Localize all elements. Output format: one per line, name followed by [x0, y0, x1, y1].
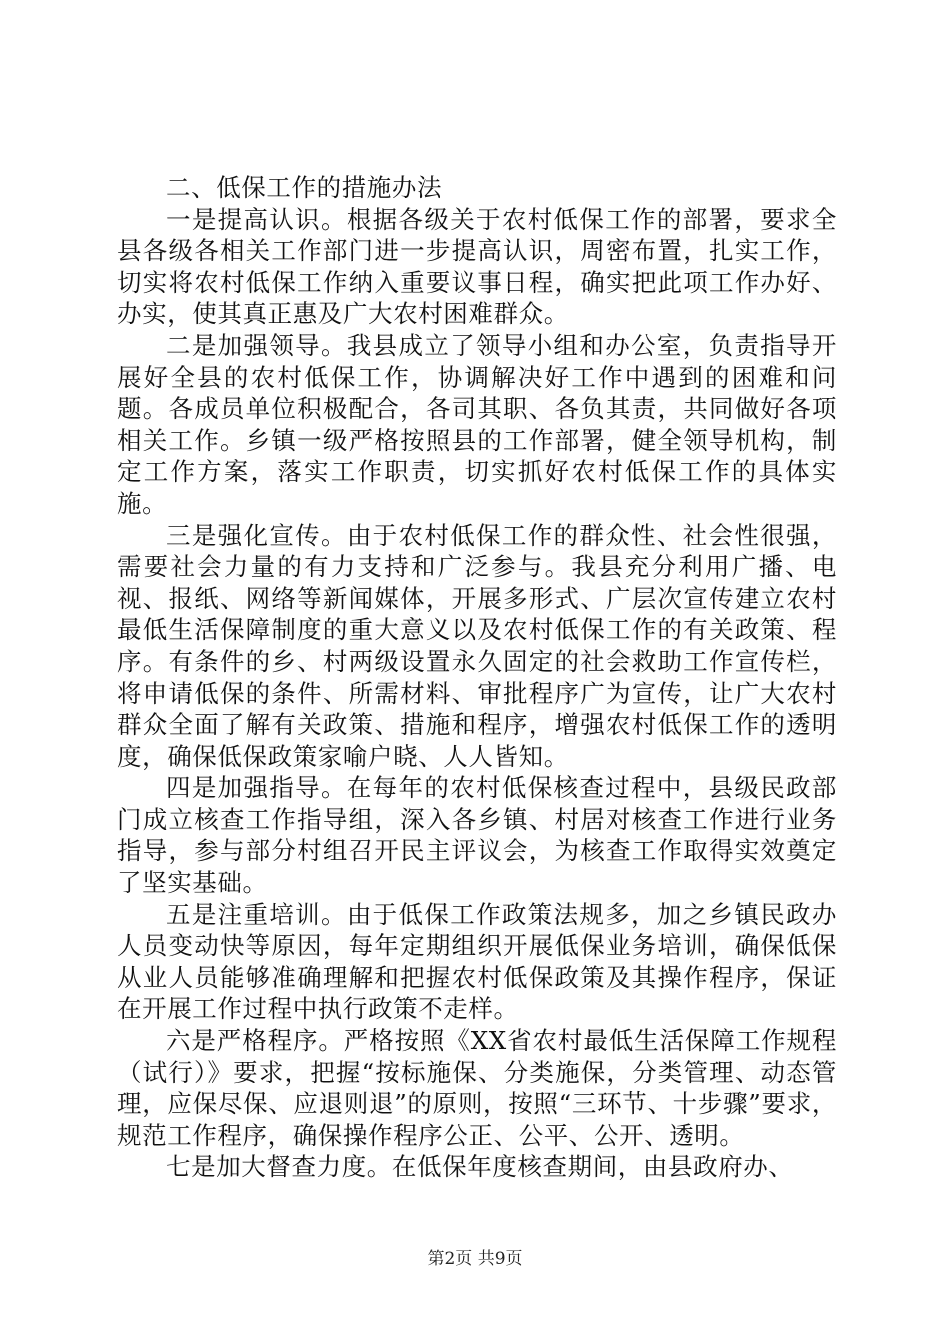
paragraph-5: 五是注重培训。由于低保工作政策法规多，加之乡镇民政办人员变动快等原因，每年定期组织开展低保业务培训，确保低保从业人员能够准确理解和把握农村低保政策及其操作程序，保证在开展工作过程中执行政策不走样。 [117, 899, 837, 1024]
paragraph-3: 三是强化宣传。由于农村低保工作的群众性、社会性很强，需要社会力量的有力支持和广泛参与。我县充分利用广播、电视、报纸、网络等新闻媒体，开展多形式、广层次宣传建立农村最低生活保障制度的重大意义以及农村低保工作的有关政策、程序。有条件的乡、村两级设置永久固定的社会救助工作宣传栏，将申请低保的条件、所需材料、审批程序广为宣传，让广大农村群众全面了解有关政策、措施和程序，增强农村低保工作的透明度，确保低保政策家喻户晓、人人皆知。 [117, 520, 837, 771]
section-heading: 二、低保工作的措施办法 [166, 173, 443, 202]
paragraph-7: 七是加大督查力度。在低保年度核查期间，由县政府办、 [166, 1152, 794, 1182]
paragraph-4: 四是加强指导。在每年的农村低保核查过程中，县级民政部门成立核查工作指导组，深入各乡镇、村居对核查工作进行业务指导，参与部分村组召开民主评议会，为核查工作取得实效奠定了坚实基础。 [117, 773, 837, 898]
paragraph-1: 一是提高认识。根据各级关于农村低保工作的部署，要求全县各级各相关工作部门进一步提高认识，周密布置，扎实工作，切实将农村低保工作纳入重要议事日程，确实把此项工作办好、办实，使其真正惠及广大农村困难群众。 [117, 204, 837, 329]
paragraph-2: 二是加强领导。我县成立了领导小组和办公室，负责指导开展好全县的农村低保工作，协调解决好工作中遇到的困难和问题。各成员单位积极配合，各司其职、各负其责，共同做好各项相关工作。乡镇一级严格按照县的工作部署，健全领导机构，制定工作方案，落实工作职责，切实抓好农村低保工作的具体实施。 [117, 330, 837, 518]
document-body [117, 172, 837, 1183]
paragraph-6: 六是严格程序。严格按照《XX省农村最低生活保障工作规程（试行）》要求，把握“按标施保、分类施保，分类管理、动态管理，应保尽保、应退则退”的原则，按照“三环节、十步骤”要求，规范工作程序，确保操作程序公正、公平、公开、透明。 [117, 1026, 837, 1150]
page-number-footer: 第2页 共9页 [427, 1249, 523, 1269]
